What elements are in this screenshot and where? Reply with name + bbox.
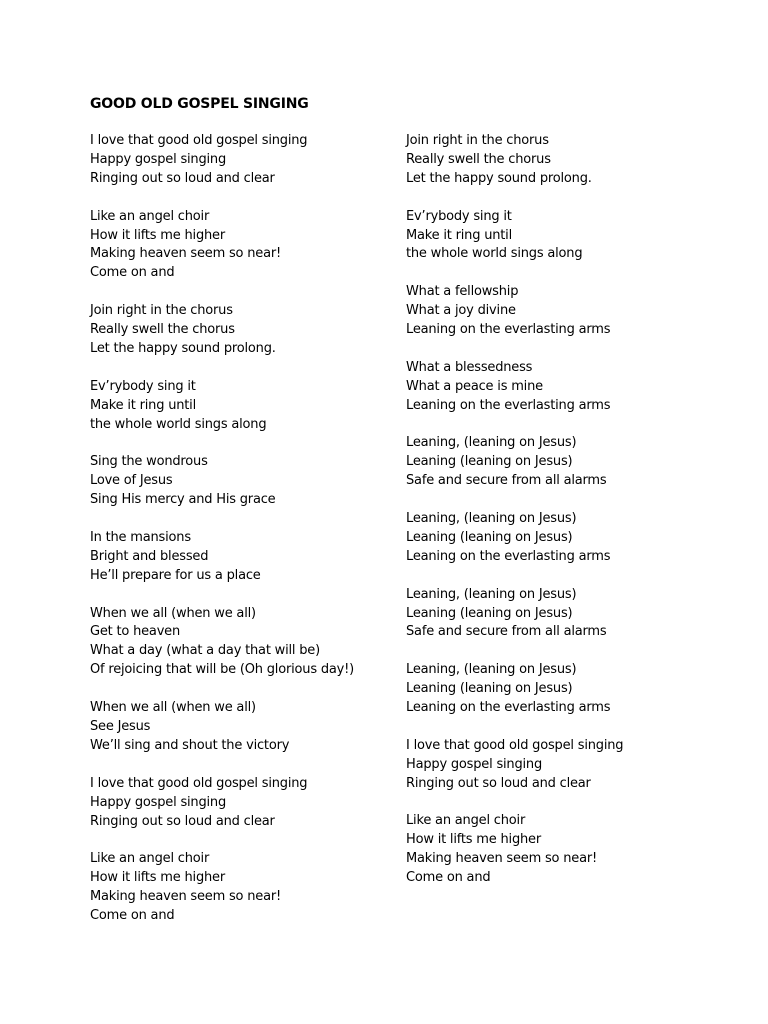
lyrics-stanza	[90, 302, 410, 359]
lyric-line: Really swell the chorus	[90, 322, 235, 338]
lyric-line: Bright and blessed	[90, 548, 209, 564]
lyrics-stanza	[406, 359, 726, 416]
lyrics-stanza	[90, 378, 410, 435]
lyric-line: the whole world sings along	[406, 246, 583, 262]
lyric-line: Come on and	[406, 870, 491, 886]
lyric-line: Safe and secure from all alarms	[406, 473, 607, 489]
lyric-line: Like an angel choir	[406, 813, 526, 829]
lyrics-stanza	[90, 850, 410, 926]
lyric-line: Ev’rybody sing it	[90, 378, 196, 394]
lyric-line: I love that good old gospel singing	[406, 737, 624, 753]
lyric-line: Like an angel choir	[90, 208, 210, 224]
song-title: GOOD OLD GOSPEL SINGING	[90, 96, 309, 112]
lyric-line: What a day (what a day that will be)	[90, 643, 320, 659]
lyric-line: How it lifts me higher	[90, 870, 225, 886]
lyric-line: Leaning, (leaning on Jesus)	[406, 662, 577, 678]
lyric-line: Get to heaven	[90, 624, 181, 640]
lyric-line: Ringing out so loud and clear	[90, 170, 275, 186]
lyric-line: Leaning on the everlasting arms	[406, 548, 611, 564]
lyrics-stanza	[406, 661, 726, 718]
lyrics-stanza	[90, 605, 410, 681]
lyric-line: What a fellowship	[406, 284, 519, 300]
lyric-line: Leaning (leaning on Jesus)	[406, 605, 573, 621]
lyrics-column-right	[406, 132, 726, 907]
lyric-line: What a joy divine	[406, 303, 516, 319]
lyric-line: Leaning, (leaning on Jesus)	[406, 511, 577, 527]
lyric-line: Sing the wondrous	[90, 454, 208, 470]
lyric-line: Happy gospel singing	[406, 756, 543, 772]
lyrics-stanza	[406, 586, 726, 643]
lyric-line: What a peace is mine	[406, 378, 543, 394]
lyric-line: Of rejoicing that will be (Oh glorious day!)	[90, 662, 355, 678]
lyric-line: Leaning (leaning on Jesus)	[406, 454, 573, 470]
lyric-line: Leaning (leaning on Jesus)	[406, 529, 573, 545]
lyrics-stanza	[406, 208, 726, 265]
lyric-line: Come on and	[90, 265, 175, 281]
lyric-line: See Jesus	[90, 718, 151, 734]
lyric-line: Ringing out so loud and clear	[406, 775, 591, 791]
lyric-line: Leaning on the everlasting arms	[406, 700, 611, 716]
lyrics-stanza	[90, 699, 410, 756]
lyric-line: Making heaven seem so near!	[90, 246, 281, 262]
lyrics-stanza	[406, 434, 726, 491]
lyric-line: When we all (when we all)	[90, 700, 256, 716]
lyric-line: What a blessedness	[406, 359, 533, 375]
lyric-line: Happy gospel singing	[90, 151, 227, 167]
lyric-line: We’ll sing and shout the victory	[90, 737, 290, 753]
lyric-line: Really swell the chorus	[406, 151, 551, 167]
lyric-line: He’ll prepare for us a place	[90, 567, 261, 583]
lyrics-stanza	[406, 132, 726, 189]
lyric-line: In the mansions	[90, 529, 191, 545]
lyrics-stanza	[406, 510, 726, 567]
lyric-line: Leaning, (leaning on Jesus)	[406, 586, 577, 602]
lyric-line: How it lifts me higher	[90, 227, 225, 243]
lyrics-stanza	[90, 453, 410, 510]
lyrics-stanza	[90, 132, 410, 189]
lyrics-stanza	[90, 208, 410, 284]
lyrics-stanza	[406, 737, 726, 794]
lyrics-stanza	[90, 775, 410, 832]
lyric-line: Happy gospel singing	[90, 794, 227, 810]
lyric-line: Sing His mercy and His grace	[90, 492, 276, 508]
lyric-line: Leaning, (leaning on Jesus)	[406, 435, 577, 451]
lyric-line: Leaning (leaning on Jesus)	[406, 681, 573, 697]
lyric-line: I love that good old gospel singing	[90, 133, 308, 148]
lyric-line: Let the happy sound prolong.	[90, 340, 276, 356]
lyric-line: I love that good old gospel singing	[90, 775, 308, 791]
lyric-line: Leaning on the everlasting arms	[406, 322, 611, 338]
lyric-line: Make it ring until	[406, 227, 512, 243]
lyric-line: Join right in the chorus	[90, 303, 233, 319]
lyric-line: How it lifts me higher	[406, 832, 541, 848]
lyric-line: Like an angel choir	[90, 851, 210, 867]
lyric-line: Join right in the chorus	[406, 133, 549, 148]
lyric-line: Let the happy sound prolong.	[406, 170, 592, 186]
lyric-line: When we all (when we all)	[90, 605, 256, 621]
lyric-line: Love of Jesus	[90, 473, 173, 489]
lyric-line: Ringing out so loud and clear	[90, 813, 275, 829]
lyric-line: Making heaven seem so near!	[406, 851, 597, 867]
lyric-line: Make it ring until	[90, 397, 196, 413]
lyric-line: Ev’rybody sing it	[406, 208, 512, 224]
lyrics-stanza	[90, 529, 410, 586]
lyrics-column-left	[90, 132, 410, 945]
lyric-line: Come on and	[90, 908, 175, 924]
lyric-line: Leaning on the everlasting arms	[406, 397, 611, 413]
lyric-line: Making heaven seem so near!	[90, 889, 281, 905]
lyric-line: the whole world sings along	[90, 416, 267, 432]
lyrics-stanza	[406, 283, 726, 340]
lyrics-stanza	[406, 812, 726, 888]
lyric-line: Safe and secure from all alarms	[406, 624, 607, 640]
